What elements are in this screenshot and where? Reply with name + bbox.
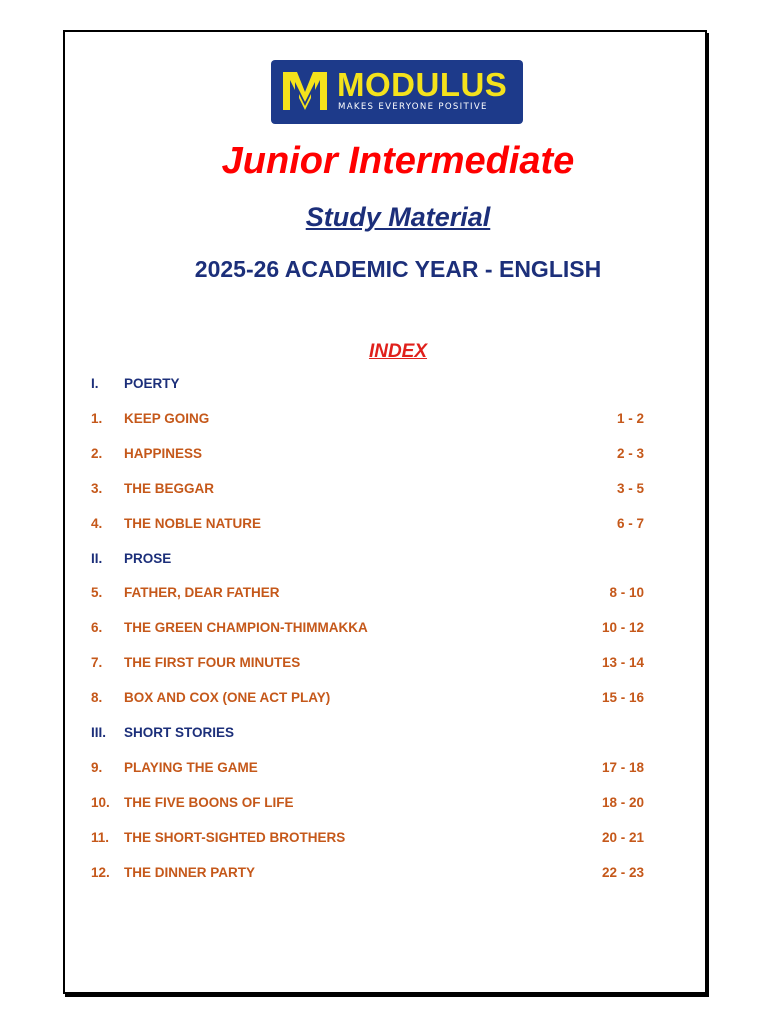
index-row-pages: 6 - 7	[616, 515, 644, 531]
index-chapter-row	[91, 863, 644, 883]
index-row-number: 7.	[91, 655, 103, 671]
index-chapter-row	[91, 653, 644, 673]
index-row-number: 5.	[91, 585, 103, 601]
index-heading: INDEX	[368, 341, 428, 362]
logo-tagline: MAKES EVERYONE POSITIVE	[338, 102, 488, 112]
index-row-title: FATHER, DEAR FATHER	[124, 585, 280, 601]
index-section-row	[91, 374, 644, 394]
index-chapter-row	[91, 514, 644, 534]
index-row-number: 6.	[91, 620, 103, 636]
index-row-title: THE GREEN CHAMPION-THIMMAKKA	[124, 620, 368, 636]
index-row-pages: 13 - 14	[601, 655, 644, 671]
index-row-title: PROSE	[124, 550, 172, 566]
index-row-number: 8.	[91, 690, 103, 706]
index-section-row	[91, 723, 644, 743]
index-row-pages: 18 - 20	[601, 794, 644, 810]
modulus-logo	[271, 60, 523, 124]
index-row-title: HAPPINESS	[124, 445, 203, 461]
index-row-number: 12.	[91, 864, 110, 880]
logo-wordmark: MODULUS	[337, 66, 508, 103]
index-row-number: 2.	[91, 445, 103, 461]
index-row-title: POERTY	[124, 376, 180, 391]
index-row-pages: 20 - 21	[601, 829, 644, 845]
index-row-title: THE NOBLE NATURE	[124, 515, 261, 531]
index-row-pages: 22 - 23	[601, 864, 644, 880]
index-row-title: SHORT STORIES	[124, 725, 235, 740]
modulus-m-logo-icon	[281, 70, 329, 112]
index-chapter-row	[91, 444, 644, 464]
index-row-title: THE FIVE BOONS OF LIFE	[124, 794, 294, 810]
index-chapter-row	[91, 828, 644, 848]
index-row-pages: 2 - 3	[616, 445, 644, 461]
index-row-pages: 3 - 5	[616, 480, 644, 496]
index-row-title: BOX AND COX (ONE ACT PLAY)	[124, 690, 331, 706]
index-row-title: THE BEGGAR	[124, 480, 215, 496]
index-row-number: 11.	[91, 829, 110, 845]
index-row-title: PLAYING THE GAME	[124, 759, 258, 775]
index-row-number: 1.	[91, 410, 103, 426]
index-row-number: 3.	[91, 480, 103, 496]
index-row-number: 10.	[91, 794, 110, 810]
index-chapter-row	[91, 688, 644, 708]
index-row-title: THE FIRST FOUR MINUTES	[124, 655, 301, 671]
academic-year-line: 2025-26 ACADEMIC YEAR - ENGLISH	[194, 256, 602, 282]
index-row-title: THE SHORT-SIGHTED BROTHERS	[124, 829, 346, 845]
index-row-number: 4.	[91, 515, 103, 531]
index-chapter-row	[91, 758, 644, 778]
document-title: Junior Intermediate	[221, 140, 575, 182]
index-chapter-row	[91, 583, 644, 603]
index-row-pages: 17 - 18	[601, 759, 644, 775]
index-row-number: 9.	[91, 759, 103, 775]
index-row-title: THE DINNER PARTY	[124, 864, 256, 880]
index-row-title: KEEP GOING	[124, 410, 210, 426]
index-section-row	[91, 549, 644, 569]
index-row-pages: 15 - 16	[601, 690, 644, 706]
index-row-number: II.	[91, 550, 103, 566]
index-row-number: III.	[91, 725, 107, 740]
document-subtitle: Study Material	[305, 202, 491, 232]
index-chapter-row	[91, 479, 644, 499]
index-row-pages: 1 - 2	[616, 410, 644, 426]
index-chapter-row	[91, 793, 644, 813]
index-chapter-row	[91, 409, 644, 429]
index-chapter-row	[91, 618, 644, 638]
index-row-pages: 10 - 12	[601, 620, 644, 636]
index-row-pages: 8 - 10	[609, 585, 644, 601]
index-row-number: I.	[91, 376, 99, 391]
